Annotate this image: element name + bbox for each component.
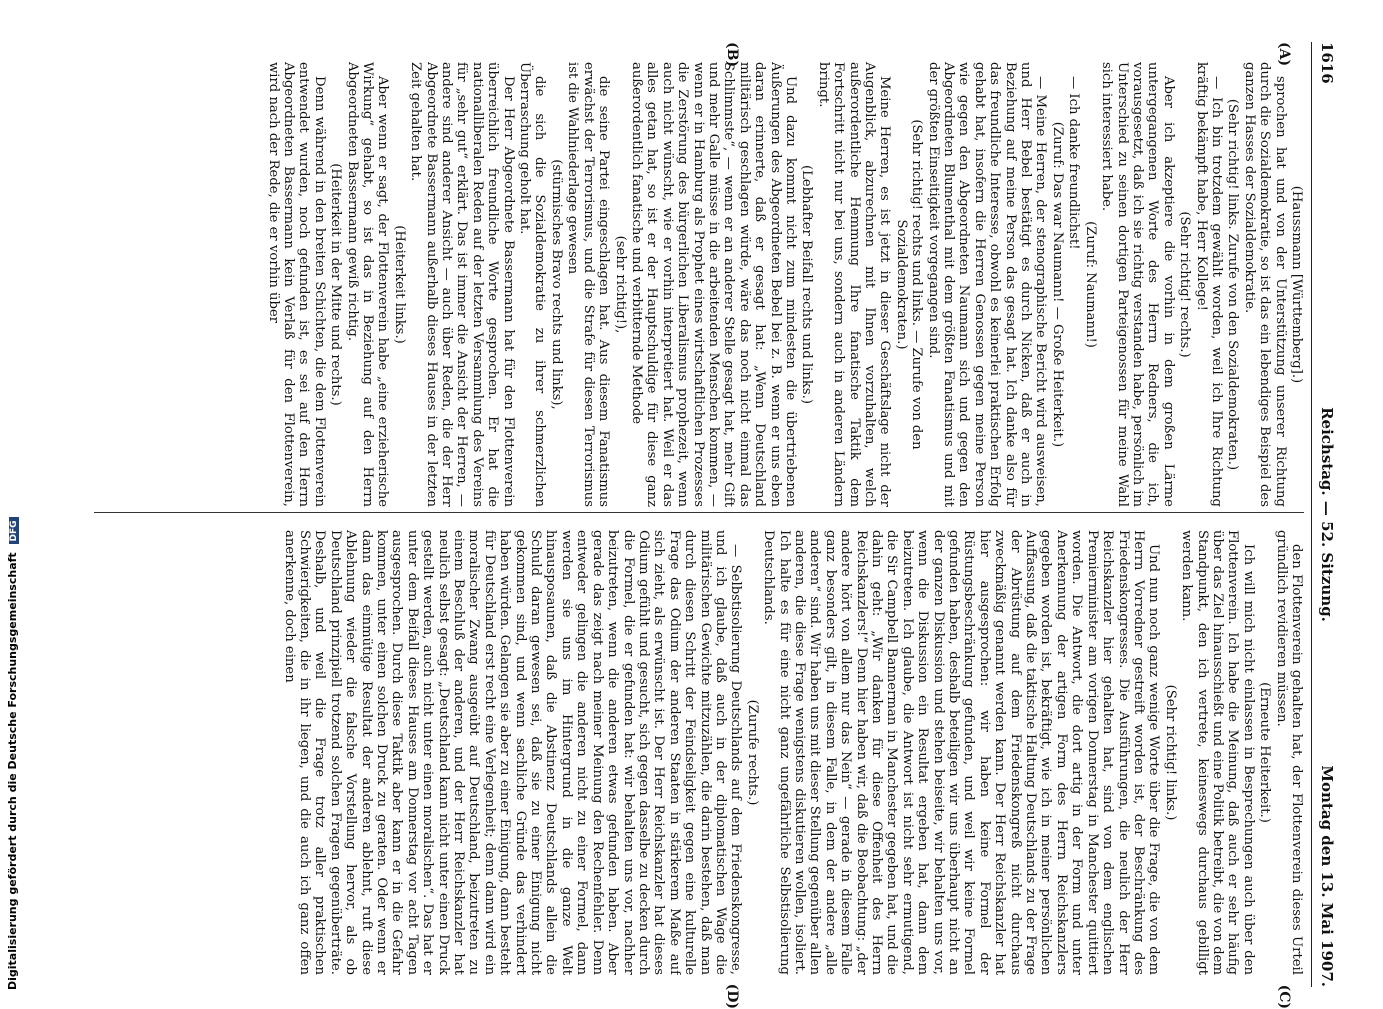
- interjection: (Heiterkeit links.): [391, 225, 407, 344]
- interjection: (stürmisches Bravo rechts und links),: [548, 159, 564, 410]
- header-title: Reichstag. — 52. Sitzung.: [1318, 407, 1336, 622]
- page-number: 1616: [1318, 42, 1336, 84]
- paragraph: sprochen hat und von der Unterstützung unserer Richtung durch die Sozialdemokratie, so ist das ein lebendiges Beispiel des ganzen Hasses der Sozialdemokratie.: [1241, 62, 1288, 507]
- text-column-left: [94, 62, 1304, 507]
- interjection: (Lebhafter Beifall rechts und links.): [799, 165, 815, 404]
- text-column-right: [94, 530, 1304, 975]
- rotated-page-content: [85, 42, 1340, 1009]
- interjection: (Sehr richtig! links. Zurufe von den Sozialdemokraten.): [1225, 98, 1241, 471]
- header-rule: [1311, 42, 1312, 987]
- interjection: (Haussmann [Württemberg].): [1289, 185, 1304, 384]
- paragraph: Aber ich akzeptiere die vorhin in dem großen Lärme untergegangenen Worte des Herrn Redners, die ich, vorausgesetzt, daß ich sie richtig verstanden habe, persönlich im Unterschied zu seinen dortigen Parteigenossen für meine Wahl sich interessiert habe.: [1099, 62, 1176, 507]
- interjection: (Zuruf: Naumann!): [1082, 221, 1098, 348]
- dfg-logo: DFG: [9, 517, 19, 544]
- paragraph: — Ich bin trotzdem gewählt worden, weil ich Ihre Richtung kräftig bekämpft habe, Herr Kollege!: [1193, 62, 1224, 507]
- paragraph: Denn während in den breiten Schichten, die dem Flottenverein entwendet wurden, noch gefunden ist, es sei auf den Herrn Abgeordneten Bassermann kein Verlaß für den Flottenverein, wird nach der Rede, die er vorhin über: [265, 62, 327, 507]
- paragraph: Meine Herren, es ist jetzt in dieser Geschäftslage nicht der Augenblick, abzurechnen mit Ihnen vorzuhalten, welch außerordentliche Hemmung Ihre fanatische Taktik dem Fortschritt nicht nur bei uns, sondern auch in anderen Ländern bringt.: [815, 62, 893, 507]
- side-credit-text: Digitalisierung gefördert durch die Deutsche Forschungsgemeinschaft: [6, 552, 19, 990]
- interjection: (Heiterkeit in der Mitte und rechts.): [328, 163, 344, 406]
- interjection: (Erneute Heiterkeit.): [1257, 682, 1273, 823]
- paragraph: — Selbstisolierung Deutschlands auf dem Friedenskongresse, und ich glaube, daß auch in der diplomatischen Wage die militärischen Gewichte mitzuzählen, die darin bestehen, daß man durch diesen Schritt der Feindseligkeit gegen eine kulturelle Frage das Odium der anderen Staaten in stärkerem Maße auf sich zieht, als erwünscht ist. Der Herr Reichskanzler hat dieses Odium gefühlt und gesucht, sich gegen dasselbe zu decken durch die Formel, die er gefunden hat: wir behalten uns vor, nachher beizutreten, wenn die anderen etwas gefunden haben. Aber gerade das zeigt nach meiner Meinung den Rechenfehler. Denn entweder gelingen die anderen nicht zu einer Formel, dann werden sie uns im Hintergrund in die ganze Welt hinausposaunen, daß die Abstinenz Deutschlands allein die Schuld daran gewesen sei, daß sie zu einer Einigung nicht gekommen sind, und wenn sachliche Gründe das verhindert haben würden. Gelangen sie aber zu einer Einigung, dann besteht für Deutschland erst recht eine Verlegenheit; denn dann wird ein moralischer Zwang ausgeübt auf Deutschland, beizutreten zu einem Beschluß der anderen, und der Herr Reichskanzler hat neulich selbst gesagt: „Deutschland kann nicht unter einen Druck gestellt werden, auch nicht unter einen moralischen“. Das hat er unter dem Beifall dieses Hauses am Donnerstag vor acht Tagen ausgesprochen. Durch diese Taktik aber kann er in die Gefahr kommen, unter einen solchen Druck zu geraten. Oder wenn er dann das einmütige Resultat der anderen ablehnt, ruft diese Ablehnung wieder die falsche Vorstellung hervor, als ob Deutschland prinzipiell trotzend solchen Fragen gegenüberträte. Deshalb, und weil die Frage trotz aller praktischen Schwierigkeiten, die in ihr liegen, und die auch ich ganz offen anerkenne, doch einen: [281, 530, 744, 975]
- paragraph: den Flottenverein gehalten hat, der Flottenverein dieses Urteil gründlich revidieren müssen.: [1273, 530, 1304, 975]
- interjection: (Sehr richtig! rechts.): [1177, 211, 1193, 358]
- paragraph: — Meine Herren, der stenographische Bericht wird ausweisen, und Herr Bebel bestätigt es durch Nicken, daß er auch in Beziehung auf meine Person das gesagt hat. Ich danke also für das freundliche Interesse, obwohl es keinerlei praktischen Erfolg gehabt hat, insofern die Herren Genossen gegen meine Person wie gegen den Abgeordneten Naumann sich und gegen den Abgeordneten Blumenthal mit dem größten Fanatismus und mit der größten Einseitigkeit vorgegangen sind.: [925, 62, 1049, 507]
- header-date: Montag den 13. Mai 1907.: [1318, 765, 1336, 987]
- column-divider: [94, 512, 1304, 513]
- paragraph: Der Herr Abgeordnete Bassermann hat für den Flottenverein überreichlich freundliche Worte gesprochen. Er hat die nationalliberalen Reden auf der letzten Versammlung des Vereins für „sehr gut“ erklärt. Das ist immer die Ansicht der Herren, — andere sind anderer Ansicht — auch über Reden, die der Herr Abgeordnete Bassermann außerhalb dieses Hauses in der letzten Zeit gehalten hat.: [408, 62, 516, 507]
- margin-mark-a: (A): [1276, 42, 1292, 67]
- paragraph: die seine Partei eingeschlagen hat. Aus diesem Fanatismus erwächst der Terrorismus, und die Strafe für diesen Terrorismus ist die Wahlniederlage gewesen: [565, 62, 612, 507]
- margin-mark-b: (B): [724, 42, 740, 68]
- interjection: (Zuruf: Das war Naumann! — Große Heiterkeit.): [1049, 121, 1065, 448]
- interjection: (sehr richtig!),: [612, 235, 628, 334]
- page-header: [1314, 42, 1340, 987]
- paragraph: Aber wenn er sagt, der Flottenverein habe „eine erzieherische Wirkung“ gehabt, so ist das in Beziehung auf den Herrn Abgeordneten Bassermann gewiß richtig.: [344, 62, 391, 507]
- interjection: (Sehr richtig! rechts und links. — Zurufe von den Sozialdemokraten.): [893, 119, 925, 450]
- side-credit: [6, 0, 19, 990]
- margin-mark-d: (D): [724, 983, 740, 1009]
- paragraph: — Ich danke freundlichst!: [1066, 76, 1082, 250]
- paragraph: Und dazu kommt nicht zum mindesten die übertriebenen Äußerungen des Abgeordneten Bebel bei z. B. wenn er uns eben daran erinnerte, daß er gesagt hat: „Wenn Deutschland militärisch geschlagen würde, wäre das noch nicht einmal das Schlimmste“, — wenn er an anderer Stelle gesagt hat, mehr Gift und mehr Galle müsse in die arbeitenden Menschen kommen, — wenn er in Hamburg als Prophet eines wirtschaftlichen Prozesses die Zerstörung des bürgerlichen Liberalismus prophezeit, wenn auch nicht wünscht, wie er vorhin interpretiert hat. Weil er das alles getan hat, so ist er der Hauptschuldige für diese ganz außerordentlich fanatische und verbitternde Methode: [628, 62, 798, 507]
- paragraph: Ich will mich nicht einlassen in Besprechungen auch über den Flottenverein. Ich habe die Meinung, daß auch er sehr häufig über das Ziel hinausschießt und eine Politik betreibt, die von dem Standpunkt, den ich vertrete, keineswegs durchaus gebilligt werden kann.: [1179, 530, 1256, 975]
- paragraph: Und nun noch ganz wenige Worte über die Frage, die von dem Herrn Vorredner gestreift worden ist, der Beschränkung des Friedenskongresses. Die Ausführungen, die neulich der Herr Reichskanzler hier gehalten hat, sind von dem englischen Premierminister am vorigen Donnerstag in Manchester quittiert worden. Die Antwort, die dort artig in der Form und unter Anerkennung der artigen Form des Herrn Reichskanzlers gegeben worden ist, bekräftigt, wie ich in meiner persönlichen Auffassung, daß die taktische Haltung Deutschlands zu der Frage der Abrüstung auf dem Friedenskongreß nicht durchaus zweckmäßig genannt werden kann. Der Herr Reichskanzler hat hier ausgesprochen: wir haben keine Formel der Rüstungsbeschränkung gefunden, und weil wir keine Formel gefunden haben, deshalb beteiligen wir uns überhaupt nicht an der ganzen Diskussion und stehen beiseite, wir behalten uns vor, wenn die Diskussion ein Resultat ergeben hat, dann dem beizutreten. Ich glaube, die Antwort ist nicht sehr ermutigend, die Sir Campbell Bannerman in Manchester gegeben hat, und die dahin geht: „Wir danken für diese Offenheit des Herrn Reichskanzlers!“ Denn hier haben wir, daß die Beobachtung: „der andere hört von allem nur das Nein“ — gerade in diesem Falle ganz besonders gilt, in diesem Falle, in dem der andere „alle anderen“ sind. Wir haben uns mit dieser Stellung gegenüber allen anderen, die diese Frage wenigstens diskutieren wollen, isoliert. Ich halte es für eine nicht ganz ungefährliche Selbstisolierung Deutschlands.: [761, 530, 1162, 975]
- interjection: (Sehr richtig! links.): [1162, 684, 1178, 821]
- paragraph: die sich die Sozialdemokratie zu ihrer schmerzlichen Überraschung geholt hat.: [517, 62, 548, 507]
- margin-mark-c: (C): [1276, 984, 1292, 1009]
- interjection: (Zurufe rechts.): [744, 699, 760, 806]
